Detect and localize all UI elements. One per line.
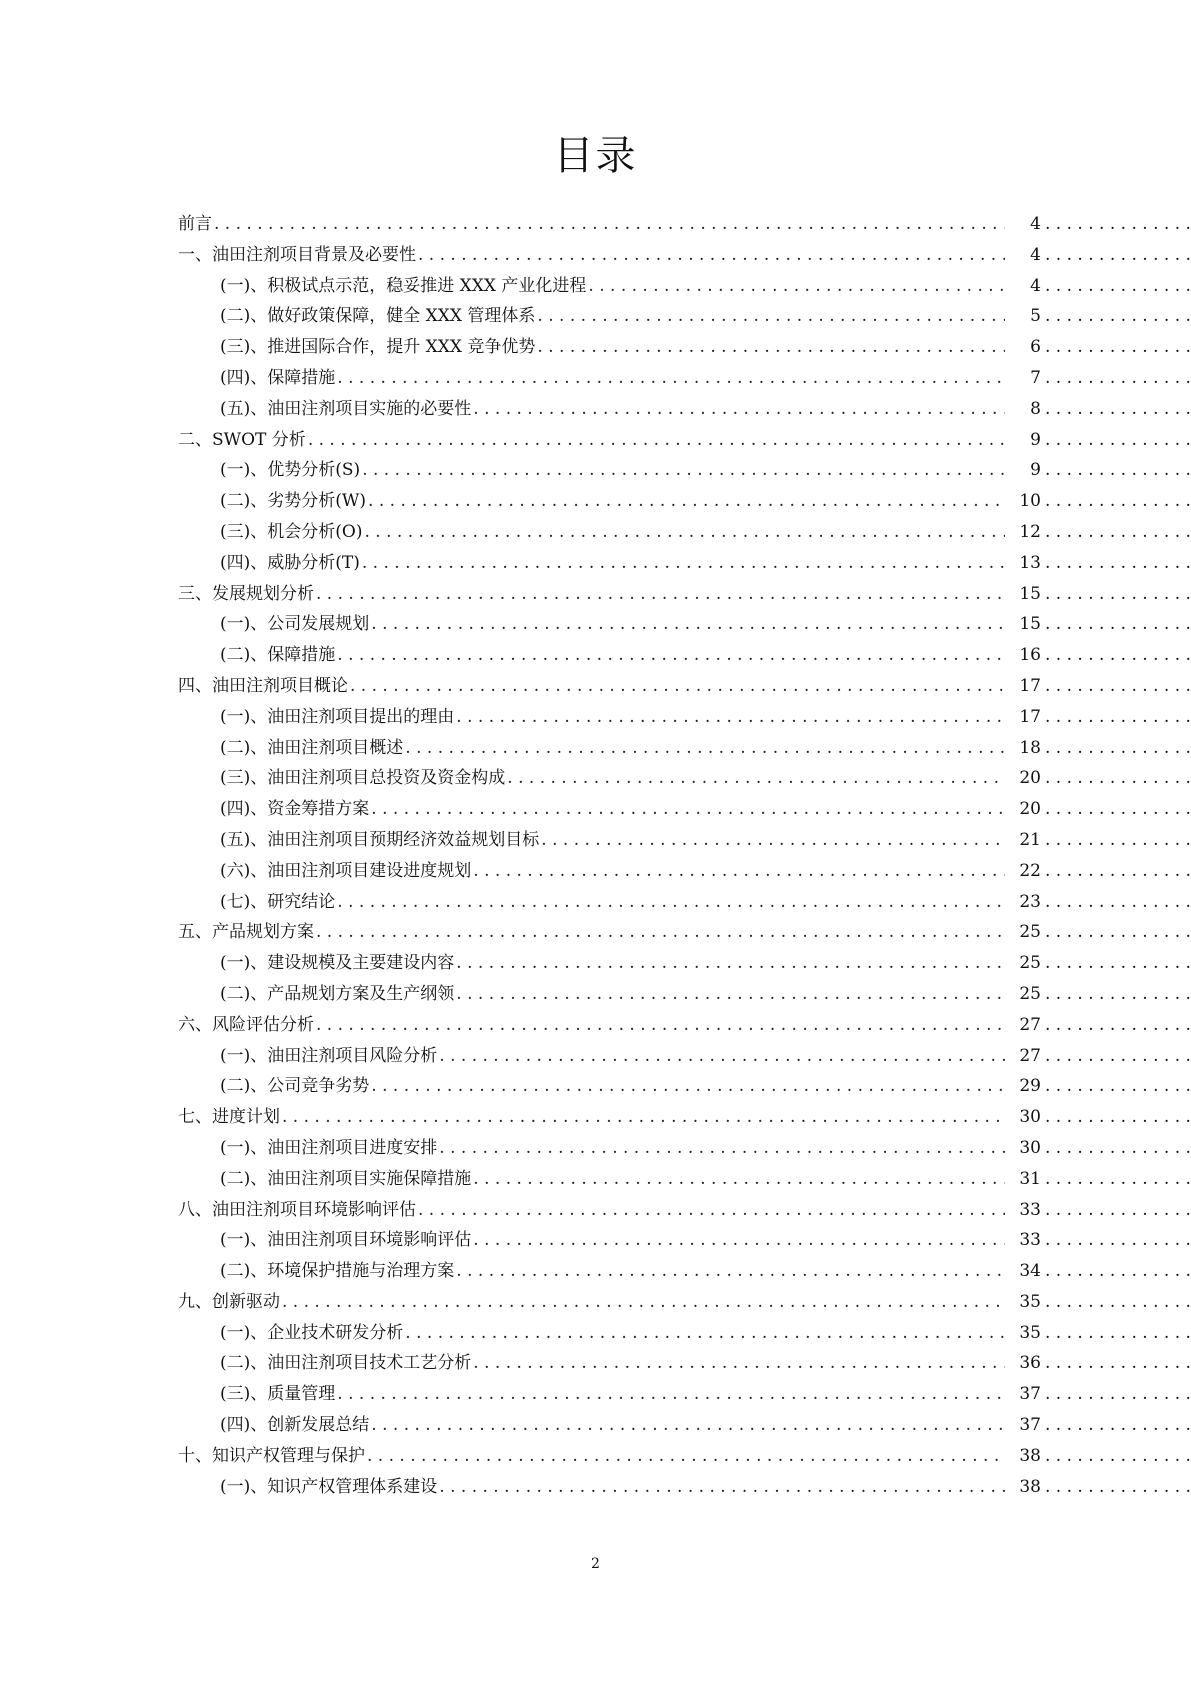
toc-leader-dots [439,1138,1005,1158]
toc-leader-dots [316,922,1005,942]
toc-entry[interactable] [178,209,1191,240]
toc-page-column [1007,799,1191,819]
toc-subentry[interactable] [178,548,1191,579]
toc-leader-dots [337,645,1005,665]
toc-subentry[interactable] [178,1071,1191,1102]
toc-entry-label: (一)、优势分析(S) [220,460,361,481]
toc-leader-dots [316,584,1005,604]
toc-page-column [1007,522,1191,542]
toc-entry-label: (五)、油田注剂项目实施的必要性 [220,398,472,419]
toc-subentry[interactable] [178,455,1191,486]
toc-page-column [1007,1415,1191,1435]
toc-page-number: 37 [1019,1384,1041,1405]
toc-page-column [1007,306,1191,326]
toc-entry-label: (六)、油田注剂项目建设进度规划 [220,860,472,881]
toc-trailing-dots [1045,430,1191,450]
toc-leader-dots [473,861,1005,881]
toc-page-number: 36 [1019,1353,1041,1374]
toc-leader-dots [473,399,1005,419]
toc-page-column [1007,1353,1191,1373]
toc-page-number: 22 [1019,860,1041,881]
toc-leader-dots [456,953,1005,973]
toc-leader-dots [537,337,1005,357]
toc-entry-label: 十、知识产权管理与保护 [178,1445,365,1466]
toc-trailing-dots [1045,1076,1191,1096]
toc-entry-label: (二)、产品规划方案及生产纲领 [220,983,455,1004]
toc-entry-label: (一)、油田注剂项目环境影响评估 [220,1230,472,1251]
toc-entry-label: 前言 [178,214,212,234]
toc-page-number: 35 [1019,1322,1041,1343]
toc-entry[interactable] [178,1441,1191,1472]
toc-page-column [1007,1107,1191,1127]
toc-leader-dots [364,522,1005,542]
toc-page-number: 27 [1019,1014,1041,1035]
toc-leader-dots [371,799,1005,819]
toc-trailing-dots [1045,1446,1191,1466]
toc-page-column [1007,645,1191,665]
toc-page-column [1007,1138,1191,1158]
toc-page-number: 17 [1019,675,1041,696]
toc-entry-label: 二、SWOT 分析 [178,429,306,450]
toc-entry[interactable] [178,671,1191,702]
toc-entry-label: (二)、油田注剂项目实施保障措施 [220,1168,472,1189]
toc-leader-dots [418,1200,1005,1220]
toc-subentry[interactable] [178,332,1191,363]
toc-entry-label: (七)、研究结论 [220,891,336,912]
toc-page-column [1007,1292,1191,1312]
toc-entry[interactable] [178,425,1191,456]
toc-page-number: 25 [1019,922,1041,943]
toc-entry[interactable] [178,1195,1191,1226]
toc-page-column [1007,922,1191,942]
toc-page-number: 10 [1019,491,1041,512]
toc-trailing-dots [1045,707,1191,727]
toc-page-column [1007,430,1191,450]
toc-page-column [1007,676,1191,696]
toc-entry-label: 六、风险评估分析 [178,1014,314,1035]
toc-leader-dots [439,1046,1005,1066]
toc-trailing-dots [1045,1015,1191,1035]
toc-entry-label: (四)、威胁分析(T) [220,552,360,573]
toc-entry-label: (三)、质量管理 [220,1384,336,1405]
toc-trailing-dots [1045,214,1191,234]
toc-entry-label: 四、油田注剂项目概论 [178,675,348,696]
toc-leader-dots [473,1353,1005,1373]
toc-subentry[interactable] [178,1410,1191,1441]
toc-page-column [1007,768,1191,788]
toc-entry-label: 一、油田注剂项目背景及必要性 [178,244,416,265]
toc-page-number: 8 [1030,398,1041,419]
toc-subentry[interactable] [178,1041,1191,1072]
page-title: 目录 [553,133,638,179]
toc-trailing-dots [1045,1107,1191,1127]
toc-entry-label: (一)、油田注剂项目风险分析 [220,1045,438,1066]
toc-entry-label: (一)、企业技术研发分析 [220,1322,404,1343]
toc-leader-dots [473,1169,1005,1189]
toc-trailing-dots [1045,1353,1191,1373]
toc-trailing-dots [1045,1477,1191,1497]
toc-entry-label: (二)、公司竞争劣势 [220,1076,370,1097]
toc-trailing-dots [1045,830,1191,850]
toc-page-column [1007,1200,1191,1220]
toc-subentry[interactable] [178,763,1191,794]
toc-entry[interactable] [178,1287,1191,1318]
toc-trailing-dots [1045,768,1191,788]
toc-page-column [1007,553,1191,573]
toc-entry-label: (三)、推进国际合作，提升 XXX 竞争优势 [220,337,536,358]
toc-trailing-dots [1045,553,1191,573]
toc-subentry[interactable] [178,1225,1191,1256]
toc-leader-dots [214,214,1005,234]
toc-page-number: 23 [1019,891,1041,912]
toc-page-number: 17 [1019,706,1041,727]
toc-leader-dots [588,276,1005,296]
toc-page-number: 25 [1019,953,1041,974]
toc-page-number: 30 [1019,1107,1041,1128]
toc-leader-dots [405,1323,1005,1343]
toc-trailing-dots [1045,276,1191,296]
toc-subentry[interactable] [178,640,1191,671]
toc-entry[interactable] [178,579,1191,610]
toc-trailing-dots [1045,614,1191,634]
toc-entry-label: (四)、资金筹措方案 [220,799,370,820]
toc-leader-dots [507,768,1005,788]
toc-leader-dots [337,892,1005,912]
toc-entry-label: (二)、环境保护措施与治理方案 [220,1261,455,1282]
toc-page-column [1007,1076,1191,1096]
toc-page-column [1007,1384,1191,1404]
toc-leader-dots [282,1292,1005,1312]
toc-page-number: 15 [1019,614,1041,635]
toc-page-number: 20 [1019,768,1041,789]
toc-page-number: 30 [1019,1137,1041,1158]
toc-entry-label: (三)、油田注剂项目总投资及资金构成 [220,768,506,789]
toc-entry-label: (一)、油田注剂项目进度安排 [220,1137,438,1158]
toc-subentry[interactable] [178,1318,1191,1349]
toc-page-number: 7 [1030,367,1041,388]
toc-subentry[interactable] [178,979,1191,1010]
toc-page-number: 13 [1019,552,1041,573]
toc-entry[interactable] [178,917,1191,948]
toc-page-number: 27 [1019,1045,1041,1066]
toc-page-number: 34 [1019,1261,1041,1282]
toc-page-column [1007,245,1191,265]
toc-page-column [1007,584,1191,604]
toc-page-number: 4 [1030,275,1041,296]
toc-page-number: 20 [1019,799,1041,820]
toc-trailing-dots [1045,1046,1191,1066]
toc-leader-dots [371,614,1005,634]
toc-trailing-dots [1045,1230,1191,1250]
toc-entry-label: (一)、建设规模及主要建设内容 [220,953,455,974]
toc-page-number: 37 [1019,1415,1041,1436]
toc-subentry[interactable] [178,301,1191,332]
toc-subentry[interactable] [178,517,1191,548]
toc-trailing-dots [1045,1261,1191,1281]
toc-page-number: 25 [1019,983,1041,1004]
toc-trailing-dots [1045,799,1191,819]
toc-entry[interactable] [178,1010,1191,1041]
toc-page-number: 16 [1019,645,1041,666]
toc-page-number: 21 [1019,829,1041,850]
toc-page-column [1007,614,1191,634]
toc-page-column [1007,1230,1191,1250]
toc-subentry[interactable] [178,1256,1191,1287]
toc-entry-label: (四)、创新发展总结 [220,1415,370,1436]
toc-entry[interactable] [178,1102,1191,1133]
toc-entry-label: 三、发展规划分析 [178,583,314,604]
toc-leader-dots [439,1477,1005,1497]
toc-page-number: 33 [1019,1230,1041,1251]
toc-entry-label: (五)、油田注剂项目预期经济效益规划目标 [220,829,540,850]
toc-leader-dots [456,1261,1005,1281]
toc-subentry[interactable] [178,794,1191,825]
toc-leader-dots [537,306,1005,326]
toc-page-column [1007,984,1191,1004]
toc-trailing-dots [1045,1415,1191,1435]
toc-leader-dots [337,1384,1005,1404]
toc-subentry[interactable] [178,887,1191,918]
toc-page-column [1007,707,1191,727]
toc-leader-dots [456,984,1005,1004]
toc-trailing-dots [1045,1169,1191,1189]
toc-page-number: 15 [1019,583,1041,604]
toc-trailing-dots [1045,892,1191,912]
toc-page-number: 29 [1019,1076,1041,1097]
toc-page-column [1007,491,1191,511]
toc-leader-dots [367,1446,1005,1466]
toc-page-column [1007,738,1191,758]
toc-page-column [1007,1169,1191,1189]
toc-trailing-dots [1045,922,1191,942]
toc-entry-label: (二)、油田注剂项目技术工艺分析 [220,1353,472,1374]
toc-trailing-dots [1045,306,1191,326]
toc-leader-dots [541,830,1005,850]
toc-subentry[interactable] [178,363,1191,394]
toc-subentry[interactable] [178,702,1191,733]
toc-subentry[interactable] [178,1133,1191,1164]
toc-leader-dots [371,1415,1005,1435]
toc-trailing-dots [1045,676,1191,696]
toc-subentry[interactable] [178,486,1191,517]
toc-subentry[interactable] [178,733,1191,764]
toc-subentry[interactable] [178,609,1191,640]
toc-trailing-dots [1045,491,1191,511]
toc-page-number: 38 [1019,1445,1041,1466]
toc-subentry[interactable] [178,1379,1191,1410]
toc-page-number: 12 [1019,521,1041,542]
toc-page-number: 9 [1030,460,1041,481]
toc-trailing-dots [1045,1138,1191,1158]
toc-leader-dots [350,676,1005,696]
toc-page-number: 9 [1030,429,1041,450]
toc-page-column [1007,1046,1191,1066]
toc-entry-label: (一)、知识产权管理体系建设 [220,1476,438,1497]
toc-page-column [1007,1015,1191,1035]
toc-leader-dots [368,491,1005,511]
toc-entry[interactable] [178,240,1191,271]
toc-page-column [1007,1323,1191,1343]
toc-entry-label: (四)、保障措施 [220,367,336,388]
toc-page-column [1007,892,1191,912]
toc-page-number: 6 [1030,337,1041,358]
toc-page-column [1007,460,1191,480]
toc-entry-label: (二)、油田注剂项目概述 [220,737,404,758]
toc-trailing-dots [1045,645,1191,665]
toc-trailing-dots [1045,738,1191,758]
toc-leader-dots [418,245,1005,265]
toc-trailing-dots [1045,1200,1191,1220]
toc-page-column [1007,861,1191,881]
toc-leader-dots [473,1230,1005,1250]
toc-entry-label: (一)、积极试点示范，稳妥推进 XXX 产业化进程 [220,275,587,296]
toc-page-number: 18 [1019,737,1041,758]
toc-page-number: 33 [1019,1199,1041,1220]
toc-page-column [1007,1261,1191,1281]
toc-page-number: 35 [1019,1291,1041,1312]
toc-entry-label: (一)、油田注剂项目提出的理由 [220,706,455,727]
toc-entry-label: (二)、保障措施 [220,645,336,666]
toc-entry-label: (三)、机会分析(O) [220,521,363,542]
toc-trailing-dots [1045,953,1191,973]
toc-trailing-dots [1045,1292,1191,1312]
toc-page-column [1007,368,1191,388]
toc-page-number: 4 [1030,214,1041,234]
toc-page-column [1007,399,1191,419]
toc-trailing-dots [1045,1323,1191,1343]
toc-page-column [1007,953,1191,973]
toc-entry-label: (二)、劣势分析(W) [220,491,367,512]
toc-page-number: 38 [1019,1476,1041,1497]
table-of-contents [178,209,1191,1502]
toc-trailing-dots [1045,584,1191,604]
toc-leader-dots [371,1076,1005,1096]
toc-page-number: 31 [1019,1168,1041,1189]
toc-leader-dots [456,707,1005,727]
toc-page-column [1007,276,1191,296]
toc-entry-label: (一)、公司发展规划 [220,614,370,635]
toc-page-column [1007,214,1191,234]
toc-subentry[interactable] [178,1472,1191,1503]
toc-trailing-dots [1045,460,1191,480]
toc-trailing-dots [1045,399,1191,419]
toc-leader-dots [337,368,1005,388]
toc-leader-dots [362,460,1005,480]
toc-leader-dots [282,1107,1005,1127]
toc-trailing-dots [1045,368,1191,388]
toc-subentry[interactable] [178,394,1191,425]
toc-trailing-dots [1045,245,1191,265]
toc-leader-dots [308,430,1005,450]
toc-page-column [1007,830,1191,850]
toc-leader-dots [316,1015,1005,1035]
toc-leader-dots [362,553,1005,573]
page-number: 2 [591,1556,600,1572]
toc-subentry[interactable] [178,856,1191,887]
toc-subentry[interactable] [178,948,1191,979]
toc-page-column [1007,1446,1191,1466]
toc-trailing-dots [1045,861,1191,881]
toc-subentry[interactable] [178,1164,1191,1195]
toc-trailing-dots [1045,522,1191,542]
toc-subentry[interactable] [178,825,1191,856]
toc-page-column [1007,337,1191,357]
toc-page-column [1007,1477,1191,1497]
toc-trailing-dots [1045,1384,1191,1404]
toc-leader-dots [405,738,1005,758]
toc-entry-label: 九、创新驱动 [178,1291,280,1312]
toc-subentry[interactable] [178,1348,1191,1379]
toc-trailing-dots [1045,337,1191,357]
toc-entry-label: 八、油田注剂项目环境影响评估 [178,1199,416,1220]
toc-page-number: 4 [1030,244,1041,265]
toc-subentry[interactable] [178,271,1191,302]
toc-page-number: 5 [1030,306,1041,327]
toc-entry-label: 七、进度计划 [178,1107,280,1128]
toc-entry-label: 五、产品规划方案 [178,922,314,943]
toc-trailing-dots [1045,984,1191,1004]
toc-entry-label: (二)、做好政策保障，健全 XXX 管理体系 [220,306,536,327]
